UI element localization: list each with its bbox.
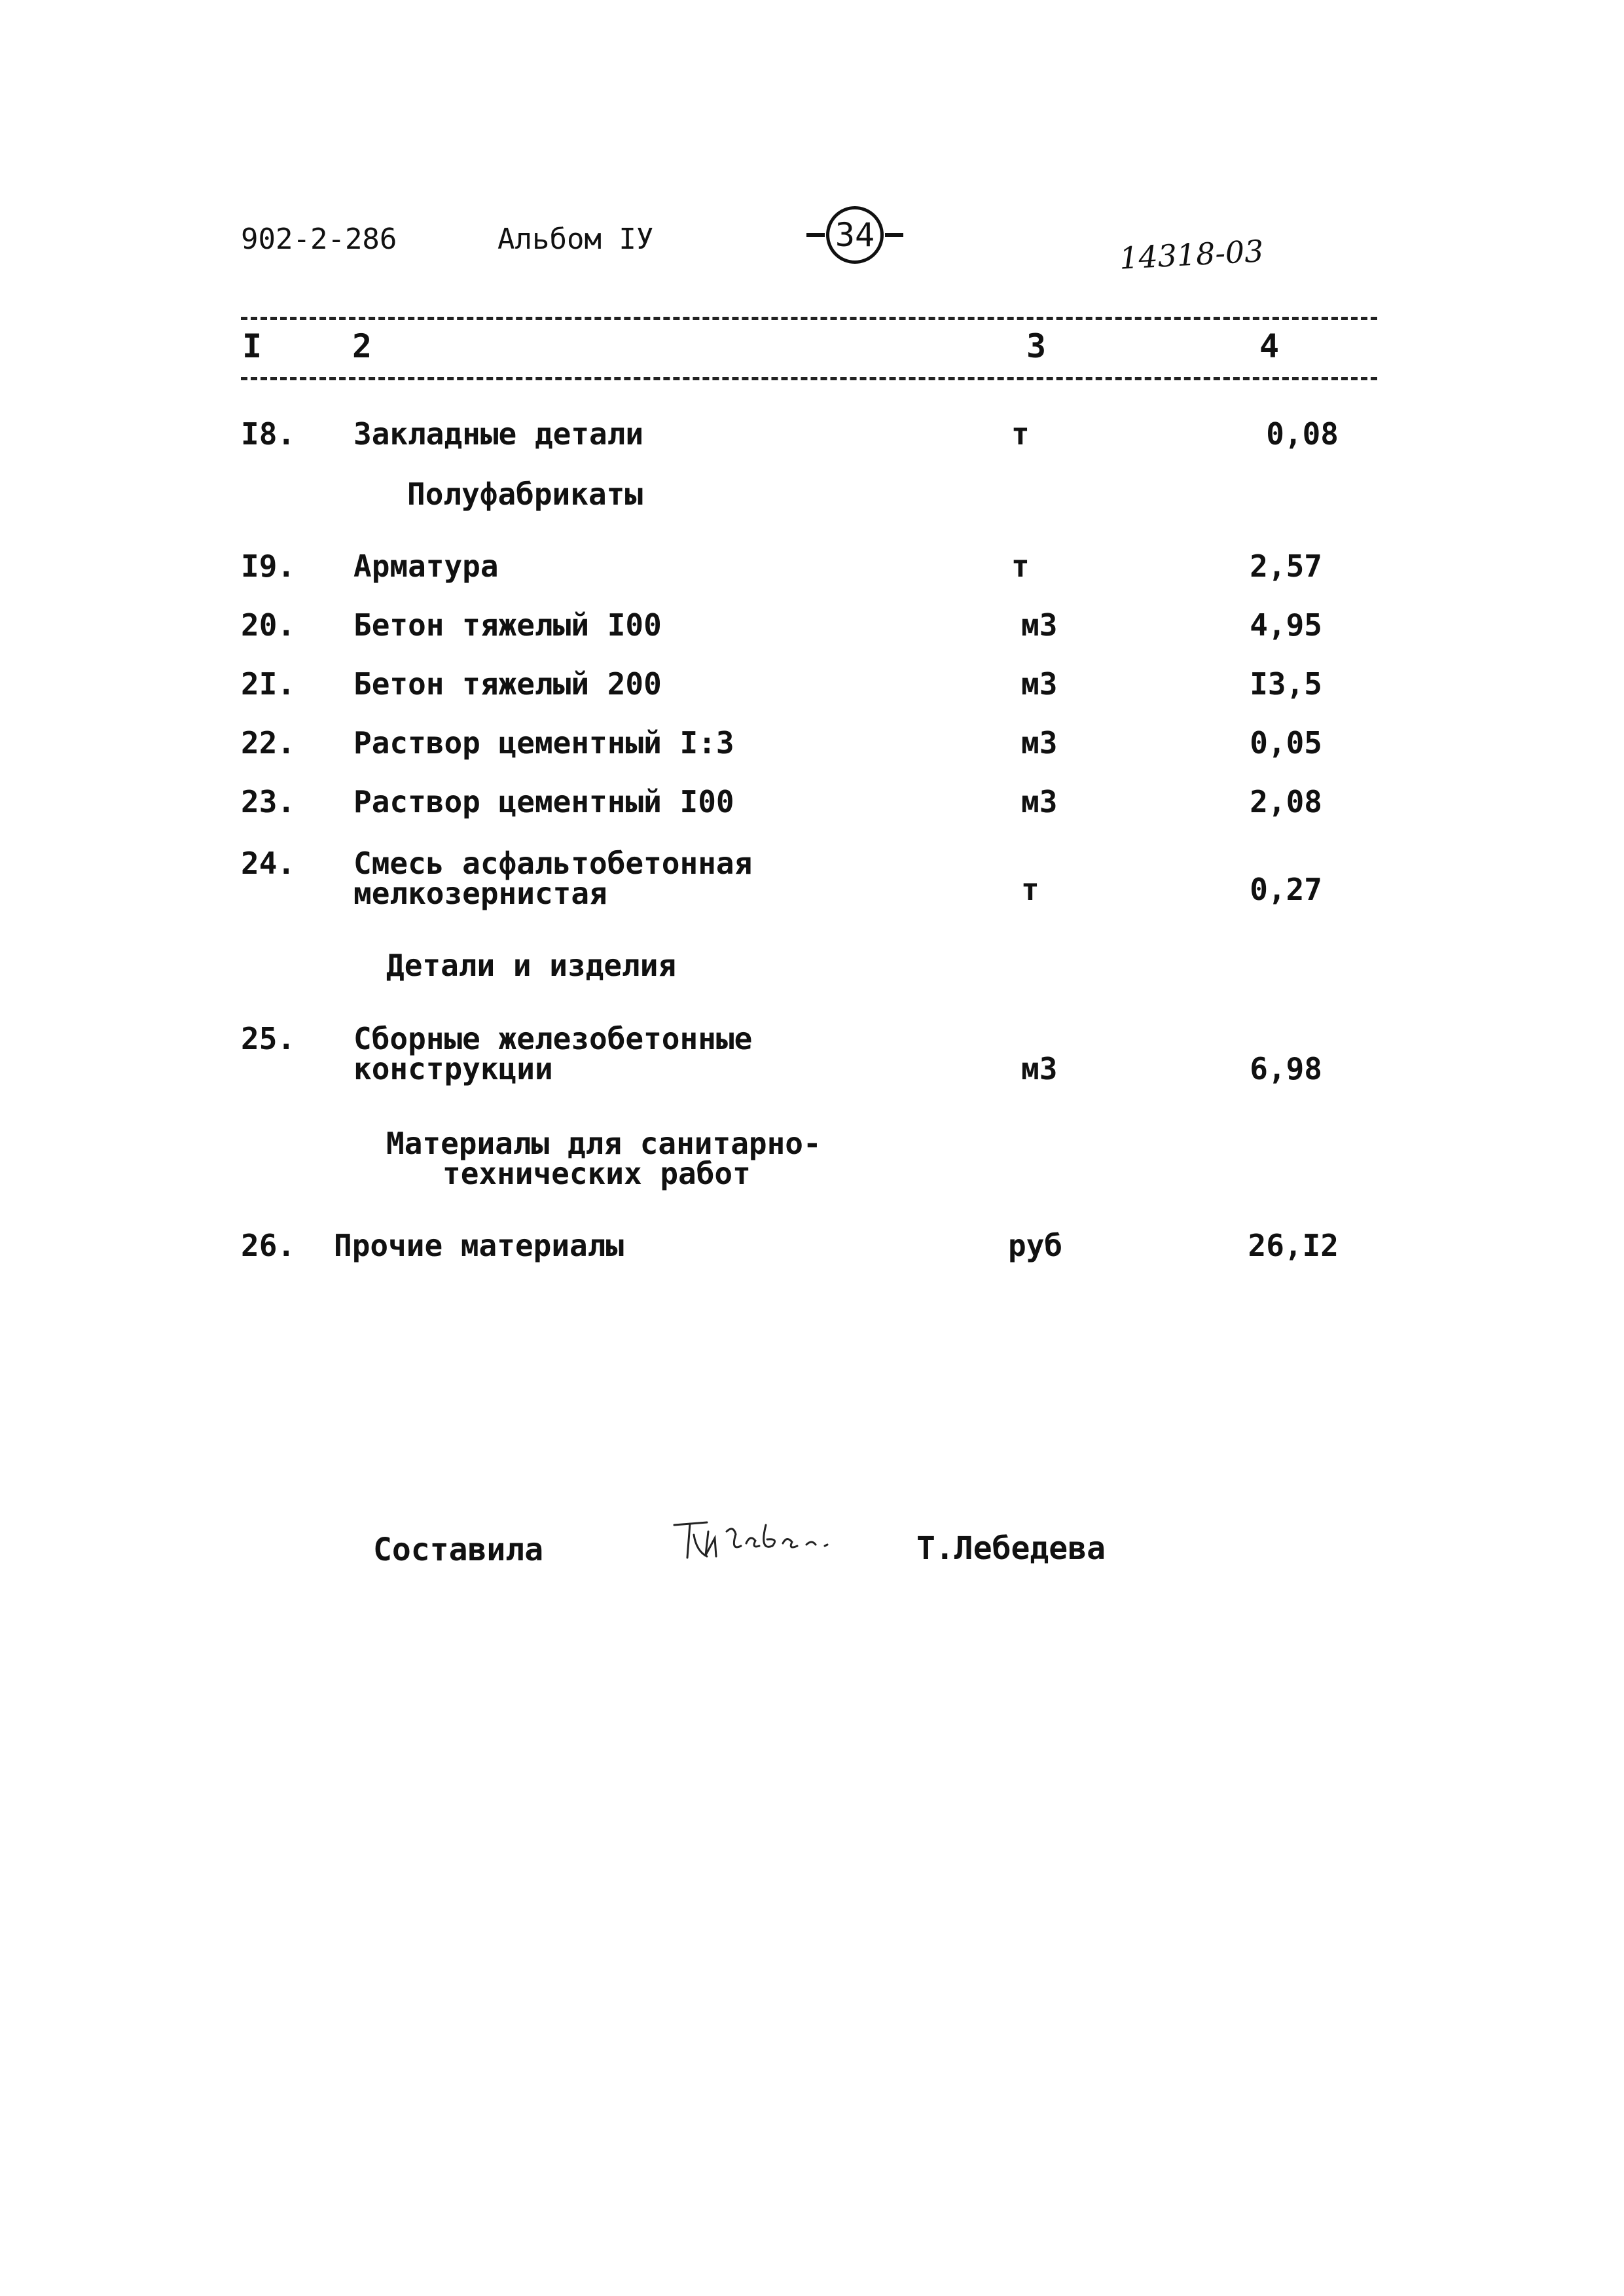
- signature: [668, 1505, 864, 1580]
- row-name: Прочие материалы: [334, 1228, 624, 1263]
- column-header-3: 3: [1026, 327, 1047, 365]
- page-number: 34: [806, 206, 903, 264]
- row-name-line-2: конструкции: [353, 1051, 553, 1086]
- column-header-4: 4: [1259, 327, 1280, 365]
- column-header-1: I: [242, 327, 262, 365]
- row-value: 0,08: [1266, 416, 1339, 452]
- row-unit: т: [1011, 416, 1030, 452]
- row-value: 2,57: [1250, 548, 1322, 584]
- row-number: 2I.: [241, 666, 296, 702]
- row-name-line-2: мелкозернистая: [353, 876, 607, 911]
- row-name: Бетон тяжелый I00: [353, 607, 662, 643]
- row-number: 20.: [241, 607, 296, 643]
- row-number: 23.: [241, 784, 296, 819]
- row-number: 26.: [241, 1228, 296, 1263]
- row-name: Раствор цементный I:3: [353, 725, 734, 761]
- row-name-line-1: Сборные железобетонные: [353, 1021, 753, 1056]
- row-name: Раствор цементный I00: [353, 784, 734, 819]
- row-number: I9.: [241, 548, 296, 584]
- handwritten-number: 14318-03: [1118, 233, 1265, 276]
- divider-top: [241, 317, 1377, 320]
- album-label: Альбом IУ: [497, 223, 654, 256]
- row-unit: т: [1011, 548, 1030, 584]
- row-name: Закладные детали: [353, 416, 644, 452]
- section-heading-line-2: технических работ: [442, 1156, 751, 1191]
- row-value: 0,27: [1250, 872, 1322, 907]
- row-value: 4,95: [1250, 607, 1322, 643]
- row-value: 2,08: [1250, 784, 1322, 819]
- compiled-by-label: Составила: [373, 1532, 544, 1568]
- row-unit: м3: [1021, 607, 1058, 643]
- row-number: 25.: [241, 1021, 296, 1056]
- row-value: I3,5: [1250, 666, 1322, 702]
- section-heading: Детали и изделия: [386, 948, 677, 983]
- row-number: 22.: [241, 725, 296, 761]
- section-heading: Полуфабрикаты: [407, 476, 643, 512]
- doc-code: 902-2-286: [241, 223, 397, 256]
- row-value: 6,98: [1250, 1051, 1322, 1086]
- row-unit: м3: [1021, 725, 1058, 761]
- row-name: Бетон тяжелый 200: [353, 666, 662, 702]
- row-name-line-1: Смесь асфальтобетонная: [353, 846, 753, 881]
- row-value: 26,I2: [1248, 1228, 1339, 1263]
- row-unit: м3: [1021, 1051, 1058, 1086]
- column-header-2: 2: [352, 327, 372, 365]
- divider-header: [241, 377, 1377, 380]
- row-value: 0,05: [1250, 725, 1322, 761]
- row-unit: м3: [1021, 666, 1058, 702]
- row-unit: м3: [1021, 784, 1058, 819]
- row-unit: руб: [1008, 1228, 1063, 1263]
- section-heading-line-1: Материалы для санитарно-: [386, 1126, 821, 1161]
- signature-image: [668, 1505, 864, 1577]
- compiler-name: Т.Лебедева: [916, 1530, 1106, 1567]
- row-number: I8.: [241, 416, 296, 452]
- row-unit: т: [1021, 872, 1039, 907]
- row-number: 24.: [241, 846, 296, 881]
- row-name: Арматура: [353, 548, 499, 584]
